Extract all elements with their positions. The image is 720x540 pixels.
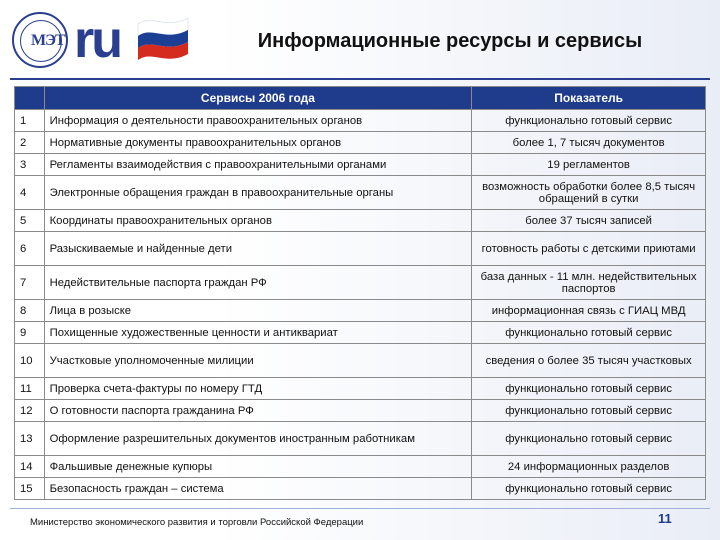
row-number: 13: [15, 422, 45, 456]
row-indicator: готовность работы с детскими приютами: [472, 232, 706, 266]
row-service: Электронные обращения граждан в правоохранительные органы: [44, 176, 472, 210]
table-row: [15, 266, 706, 300]
footer-ministry: Министерство экономического развития и торговли Российской Федерации: [30, 517, 364, 528]
row-number: 8: [15, 300, 45, 322]
row-service: Разыскиваемые и найденные дети: [44, 232, 472, 266]
header-divider: [10, 78, 710, 80]
header-services: Сервисы 2006 года: [44, 87, 472, 110]
row-service: Проверка счета-фактуры по номеру ГТД: [44, 378, 472, 400]
row-number: 1: [15, 110, 45, 132]
header-number-cell: [15, 87, 45, 110]
footer-divider: [10, 508, 710, 509]
services-table: [14, 86, 706, 500]
table-row: [15, 400, 706, 422]
row-number: 6: [15, 232, 45, 266]
russian-flag-icon: [136, 8, 190, 62]
row-number: 5: [15, 210, 45, 232]
row-number: 7: [15, 266, 45, 300]
table-row: [15, 344, 706, 378]
row-number: 2: [15, 132, 45, 154]
row-service: Координаты правоохранительных органов: [44, 210, 472, 232]
ministry-logo: [12, 12, 68, 68]
row-indicator: более 37 тысяч записей: [472, 210, 706, 232]
row-service: Информация о деятельности правоохранительных органов: [44, 110, 472, 132]
row-service: Лица в розыске: [44, 300, 472, 322]
row-indicator: функционально готовый сервис: [472, 422, 706, 456]
row-indicator: функционально готовый сервис: [472, 400, 706, 422]
table-row: [15, 132, 706, 154]
row-service: Фальшивые денежные купюры: [44, 456, 472, 478]
table-row: [15, 456, 706, 478]
logo-mark-text: МЭТ: [31, 32, 65, 49]
row-indicator: функционально готовый сервис: [472, 478, 706, 500]
row-indicator: возможность обработки более 8,5 тысяч обращений в сутки: [472, 176, 706, 210]
table-body: [15, 110, 706, 500]
row-service: Безопасность граждан – система: [44, 478, 472, 500]
row-indicator: функционально готовый сервис: [472, 322, 706, 344]
row-service: О готовности паспорта гражданина РФ: [44, 400, 472, 422]
table-row: [15, 300, 706, 322]
row-indicator: более 1, 7 тысяч документов: [472, 132, 706, 154]
table-row: [15, 232, 706, 266]
table-header-row: [15, 87, 706, 110]
row-service: Участковые уполномоченные милиции: [44, 344, 472, 378]
row-indicator: функционально готовый сервис: [472, 378, 706, 400]
table-row: [15, 422, 706, 456]
page-number: 11: [658, 511, 672, 526]
row-indicator: база данных - 11 млн. недействительных паспортов: [472, 266, 706, 300]
header-indicator: Показатель: [472, 87, 706, 110]
row-service: Регламенты взаимодействия с правоохранительными органами: [44, 154, 472, 176]
table-row: [15, 110, 706, 132]
row-number: 12: [15, 400, 45, 422]
row-number: 4: [15, 176, 45, 210]
table-row: [15, 322, 706, 344]
row-number: 9: [15, 322, 45, 344]
page-title: Информационные ресурсы и сервисы: [257, 30, 643, 52]
row-indicator: функционально готовый сервис: [472, 110, 706, 132]
row-number: 14: [15, 456, 45, 478]
table-row: [15, 210, 706, 232]
row-number: 11: [15, 378, 45, 400]
row-service: Нормативные документы правоохранительных органов: [44, 132, 472, 154]
row-number: 3: [15, 154, 45, 176]
row-number: 10: [15, 344, 45, 378]
row-indicator: 19 регламентов: [472, 154, 706, 176]
row-service: Похищенные художественные ценности и антиквариат: [44, 322, 472, 344]
row-service: Недействительные паспорта граждан РФ: [44, 266, 472, 300]
table-row: [15, 176, 706, 210]
slide-header: [0, 0, 720, 82]
row-indicator: информационная связь с ГИАЦ МВД: [472, 300, 706, 322]
row-number: 15: [15, 478, 45, 500]
table-row: [15, 478, 706, 500]
logo-ru-text: ru: [74, 11, 120, 69]
row-indicator: 24 информационных разделов: [472, 456, 706, 478]
table-row: [15, 154, 706, 176]
row-indicator: сведения о более 35 тысяч участковых: [472, 344, 706, 378]
table-row: [15, 378, 706, 400]
row-service: Оформление разрешительных документов иностранным работникам: [44, 422, 472, 456]
